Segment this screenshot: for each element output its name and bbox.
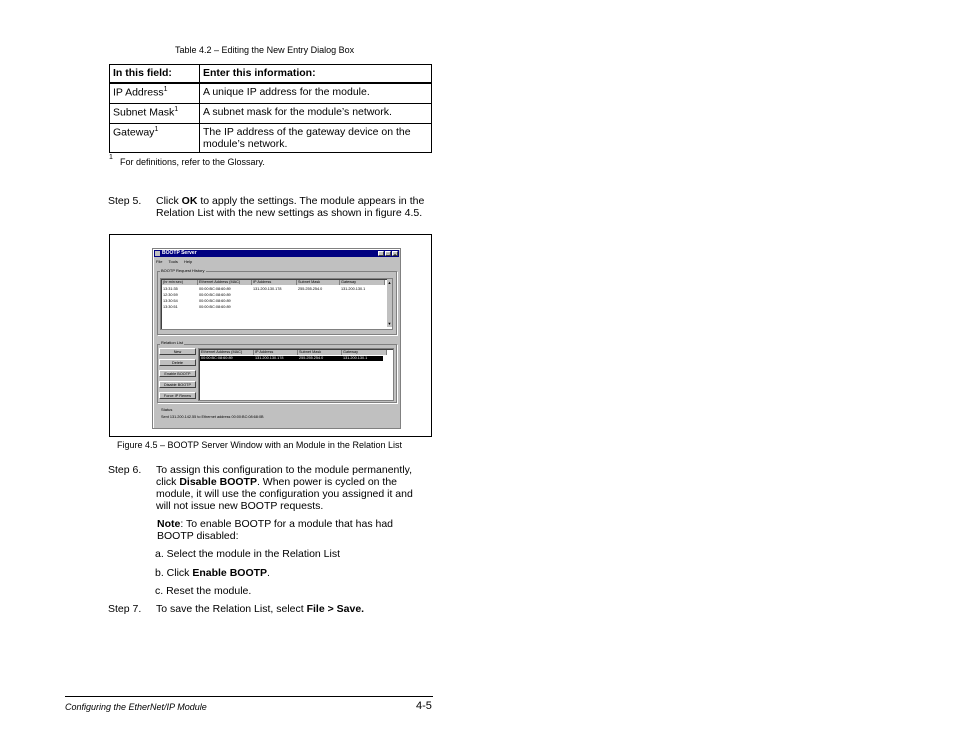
note-text xyxy=(157,518,417,542)
window-title: BOOTP Server xyxy=(162,250,197,256)
step-text xyxy=(156,464,426,512)
maximize-icon[interactable]: □ xyxy=(386,252,390,257)
table-header-row xyxy=(110,65,432,84)
history-cell: 131.200.130.1 xyxy=(341,287,366,291)
table-row xyxy=(110,103,432,123)
step-text-bold: OK xyxy=(181,195,198,207)
menu-help[interactable]: Help xyxy=(183,259,193,264)
history-cell: 12:30:59 xyxy=(163,293,178,297)
relation-col-header[interactable]: Ethernet Address (MAC) xyxy=(200,350,254,355)
relation-col-header[interactable]: IP Address xyxy=(254,350,298,355)
history-col-header[interactable]: (hr:min:sec) xyxy=(162,280,198,285)
footnote-ref: 1 xyxy=(174,105,179,113)
history-cell: 00:00:BC:08:60:89 xyxy=(199,293,231,297)
bootp-server-window xyxy=(152,248,401,429)
step-label: Step 5. xyxy=(108,195,142,207)
footnote-ref: 1 xyxy=(154,125,159,133)
fields-table xyxy=(109,64,432,153)
footnote-text: For definitions, refer to the Glossary. xyxy=(120,157,265,167)
step-text-part: Click xyxy=(156,195,182,207)
menu-bar xyxy=(156,259,197,264)
relation-col-header[interactable]: Subnet Mask xyxy=(298,350,342,355)
history-cell: 13:31:35 xyxy=(163,287,178,291)
footnote-mark: 1 xyxy=(109,154,113,161)
relation-list[interactable] xyxy=(198,348,394,401)
footer-rule xyxy=(65,696,433,697)
field-cell xyxy=(110,103,200,123)
relation-row-selected[interactable] xyxy=(200,356,383,361)
step-text-bold: File > Save. xyxy=(306,603,365,615)
new-button[interactable]: New xyxy=(159,348,196,355)
step-text-part: To save the Relation List, select xyxy=(156,603,307,615)
note-body: : To enable BOOTP for a module that has had BOOTP disabled: xyxy=(157,518,394,542)
info-cell: A unique IP address for the module. xyxy=(200,83,432,103)
minimize-icon[interactable]: _ xyxy=(379,252,383,257)
step-label: Step 7. xyxy=(108,603,142,615)
field-cell xyxy=(110,83,200,103)
history-col-header[interactable]: IP Address xyxy=(252,280,297,285)
history-col-header[interactable]: Subnet Mask xyxy=(297,280,340,285)
substep-c: c. Reset the module. xyxy=(155,585,252,597)
history-cell: 00:00:BC:08:60:89 xyxy=(199,299,231,303)
history-cell: 00:00:BC:08:60:89 xyxy=(199,305,231,309)
history-col-header[interactable]: Gateway xyxy=(340,280,385,285)
window-titlebar xyxy=(154,250,399,257)
relation-cell: 131.200.130.1 xyxy=(343,356,368,360)
history-scrollbar[interactable] xyxy=(387,279,392,327)
substep-a: a. Select the module in the Relation List xyxy=(155,548,341,560)
history-cell: 255.255.254.0 xyxy=(298,287,323,291)
figure-caption: Figure 4.5 – BOOTP Server Window with an Module in the Relation List xyxy=(117,440,402,450)
step-text-bold: Disable BOOTP xyxy=(179,476,257,488)
relation-list-label: Relation List xyxy=(161,340,184,345)
scroll-down-icon[interactable]: ▼ xyxy=(387,321,392,326)
note-label: Note xyxy=(157,518,181,530)
app-icon xyxy=(155,251,160,256)
relation-cell: 00:00:BC:08:60:89 xyxy=(201,356,233,360)
table-row xyxy=(110,123,432,152)
force-ip-renew-button[interactable]: Force IP Renew xyxy=(159,392,196,399)
status-label: Status xyxy=(161,407,173,412)
history-cell: 131.200.130.178 xyxy=(253,287,282,291)
step-label: Step 6. xyxy=(108,464,142,476)
step-text-part: To assign this configuration to the module permanently, click xyxy=(156,464,413,488)
step-text xyxy=(156,195,436,219)
menu-file[interactable]: File xyxy=(156,259,163,264)
delete-button[interactable]: Delete xyxy=(159,359,196,366)
info-cell: A subnet mask for the module’s network. xyxy=(200,103,432,123)
step-text-part: . When power is cycled on the module, it will use the configuration you assigned it and will not issue new BOOTP requests. xyxy=(156,476,413,512)
scroll-up-icon[interactable]: ▲ xyxy=(387,280,392,285)
table-row xyxy=(110,83,432,103)
field-cell xyxy=(110,123,200,152)
substep-text: b. Click xyxy=(155,567,193,579)
history-cell: 00:00:BC:08:60:89 xyxy=(199,287,231,291)
relation-col-header[interactable]: Gateway xyxy=(342,350,387,355)
status-text: Sent 131.200.142.55 to Ethernet address 00:00:BC:08:68:0B xyxy=(161,415,264,419)
column-header: Enter this information: xyxy=(200,65,432,84)
relation-cell: 131.200.130.178 xyxy=(255,356,284,360)
close-icon[interactable]: × xyxy=(393,252,397,257)
footer-title: Configuring the EtherNet/IP Module xyxy=(65,702,207,712)
substep-bold: Enable BOOTP xyxy=(192,567,268,579)
column-header: In this field: xyxy=(110,65,200,84)
footnote-ref: 1 xyxy=(163,86,168,93)
field-name: Subnet Mask xyxy=(113,106,175,118)
substep-b xyxy=(155,567,270,579)
step-text xyxy=(156,603,436,615)
table-caption: Table 4.2 – Editing the New Entry Dialog Box xyxy=(175,45,355,55)
substep-text: . xyxy=(267,567,270,579)
request-history-label: BOOTP Request History xyxy=(161,268,205,273)
enable-bootp-button[interactable]: Enable BOOTP xyxy=(159,370,196,377)
menu-tools[interactable]: Tools xyxy=(168,259,178,264)
field-name: IP Address xyxy=(113,86,164,99)
history-cell: 13:30:51 xyxy=(163,305,178,309)
page-number: 4-5 xyxy=(416,700,432,712)
history-list[interactable] xyxy=(160,278,393,330)
info-cell: The IP address of the gateway device on the module’s network. xyxy=(200,123,432,152)
step-text-part: to apply the settings. The module appears in the Relation List with the new settings as shown in figure 4.5. xyxy=(156,195,425,219)
field-name: Gateway xyxy=(113,126,155,138)
relation-cell: 255.255.254.0 xyxy=(299,356,324,360)
history-cell: 13:30:54 xyxy=(163,299,178,303)
disable-bootp-button[interactable]: Disable BOOTP xyxy=(159,381,196,388)
history-col-header[interactable]: Ethernet Address (MAC) xyxy=(198,280,252,285)
